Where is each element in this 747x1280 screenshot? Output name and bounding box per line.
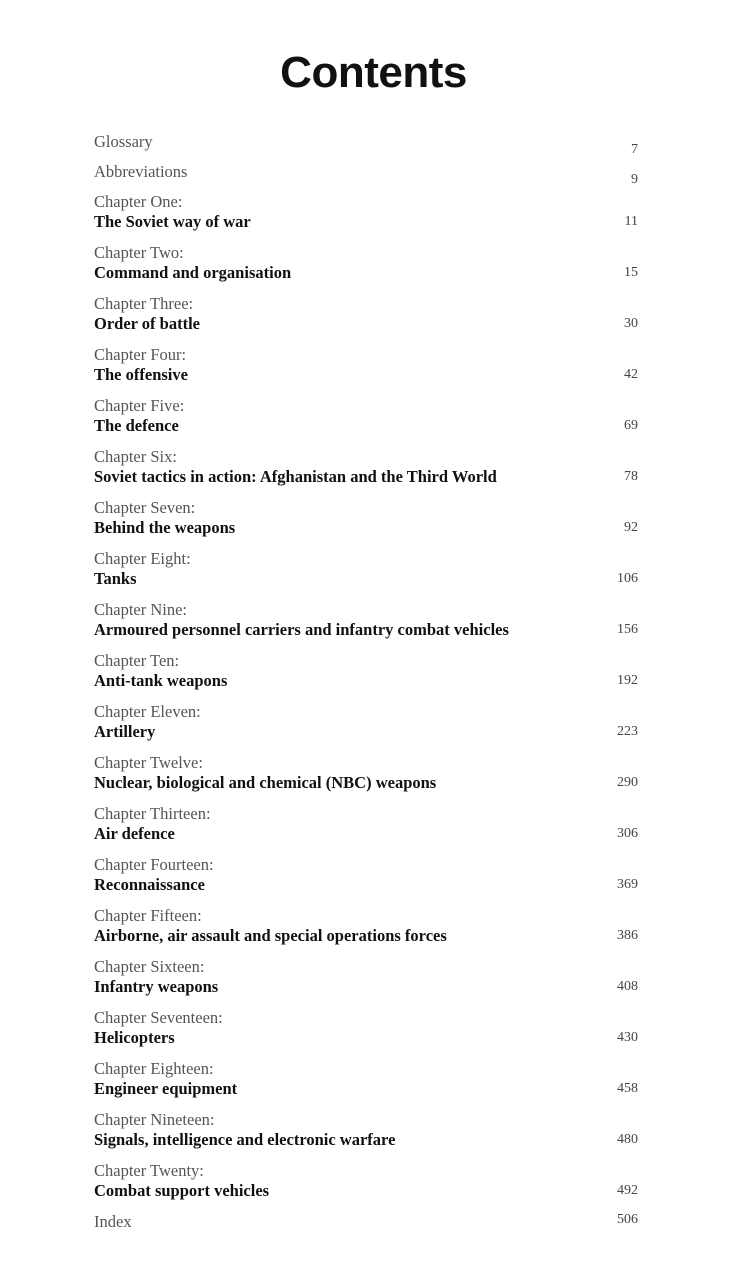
chapter-title: Armoured personnel carriers and infantry combat vehicles bbox=[94, 620, 509, 639]
toc-chapter-entry[interactable] bbox=[94, 1110, 644, 1161]
page-number: 408 bbox=[617, 979, 638, 994]
chapter-title: Combat support vehicles bbox=[94, 1181, 270, 1200]
chapter-number-label: Chapter Ten: bbox=[94, 651, 180, 670]
chapter-number-label: Chapter Five: bbox=[94, 396, 185, 415]
chapter-title: The Soviet way of war bbox=[94, 212, 251, 231]
chapter-number-label: Chapter Fourteen: bbox=[94, 855, 214, 874]
section-title: Abbreviations bbox=[94, 162, 188, 181]
page-number: 69 bbox=[624, 418, 638, 433]
chapter-number-label: Chapter Twelve: bbox=[94, 753, 203, 772]
section-title: Index bbox=[94, 1212, 132, 1231]
page-number: 7 bbox=[631, 142, 638, 157]
page-number: 192 bbox=[617, 673, 638, 688]
chapter-title: Nuclear, biological and chemical (NBC) weapons bbox=[94, 773, 437, 792]
page-number: 78 bbox=[624, 469, 638, 484]
page-number: 11 bbox=[624, 214, 638, 229]
page-number: 92 bbox=[624, 520, 638, 535]
chapter-number-label: Chapter Thirteen: bbox=[94, 804, 211, 823]
chapter-number-label: Chapter Seven: bbox=[94, 498, 196, 517]
toc-chapter-entry[interactable] bbox=[94, 396, 644, 447]
chapter-title: Soviet tactics in action: Afghanistan and the Third World bbox=[94, 467, 497, 486]
chapter-title: Behind the weapons bbox=[94, 518, 236, 537]
toc-chapter-entry[interactable] bbox=[94, 1161, 644, 1212]
chapter-title: Anti-tank weapons bbox=[94, 671, 228, 690]
toc-entry[interactable] bbox=[94, 162, 644, 192]
chapter-number-label: Chapter Eight: bbox=[94, 549, 191, 568]
chapter-number-label: Chapter Eighteen: bbox=[94, 1059, 214, 1078]
toc-chapter-entry[interactable] bbox=[94, 498, 644, 549]
toc-chapter-entry[interactable] bbox=[94, 243, 644, 294]
toc-chapter-entry[interactable] bbox=[94, 192, 644, 243]
page-number: 369 bbox=[617, 877, 638, 892]
toc-chapter-entry[interactable] bbox=[94, 1059, 644, 1110]
chapter-number-label: Chapter Twenty: bbox=[94, 1161, 204, 1180]
toc-chapter-entry[interactable] bbox=[94, 600, 644, 651]
toc-chapter-entry[interactable] bbox=[94, 753, 644, 804]
chapter-number-label: Chapter Four: bbox=[94, 345, 187, 364]
page-number: 430 bbox=[617, 1030, 638, 1045]
chapter-number-label: Chapter Nine: bbox=[94, 600, 188, 619]
toc-entry[interactable] bbox=[94, 1212, 644, 1242]
toc-chapter-entry[interactable] bbox=[94, 345, 644, 396]
chapter-title: Engineer equipment bbox=[94, 1079, 238, 1098]
chapter-title: Tanks bbox=[94, 569, 137, 588]
chapter-number-label: Chapter Six: bbox=[94, 447, 177, 466]
table-of-contents bbox=[94, 132, 644, 1242]
chapter-title: Command and organisation bbox=[94, 263, 292, 282]
toc-entry[interactable] bbox=[94, 132, 644, 162]
chapter-title: Artillery bbox=[94, 722, 156, 741]
page-title: Contents bbox=[280, 48, 467, 97]
chapter-title: The offensive bbox=[94, 365, 188, 384]
chapter-title: Airborne, air assault and special operations forces bbox=[94, 926, 447, 945]
chapter-number-label: Chapter Sixteen: bbox=[94, 957, 205, 976]
toc-chapter-entry[interactable] bbox=[94, 804, 644, 855]
chapter-title: The defence bbox=[94, 416, 179, 435]
toc-chapter-entry[interactable] bbox=[94, 957, 644, 1008]
page-number: 223 bbox=[617, 724, 638, 739]
page-number: 9 bbox=[631, 172, 638, 187]
page-number: 458 bbox=[617, 1081, 638, 1096]
chapter-number-label: Chapter Fifteen: bbox=[94, 906, 202, 925]
chapter-title: Infantry weapons bbox=[94, 977, 219, 996]
chapter-number-label: Chapter Nineteen: bbox=[94, 1110, 215, 1129]
page-number: 15 bbox=[624, 265, 638, 280]
page-number: 492 bbox=[617, 1183, 638, 1198]
chapter-number-label: Chapter Two: bbox=[94, 243, 184, 262]
chapter-title: Order of battle bbox=[94, 314, 201, 333]
section-title: Glossary bbox=[94, 132, 153, 151]
chapter-title: Air defence bbox=[94, 824, 175, 843]
page-number: 106 bbox=[617, 571, 638, 586]
page-number: 156 bbox=[617, 622, 638, 637]
toc-chapter-entry[interactable] bbox=[94, 1008, 644, 1059]
chapter-title: Signals, intelligence and electronic warfare bbox=[94, 1130, 396, 1149]
chapter-number-label: Chapter Three: bbox=[94, 294, 194, 313]
page-number: 480 bbox=[617, 1132, 638, 1147]
toc-chapter-entry[interactable] bbox=[94, 906, 644, 957]
toc-chapter-entry[interactable] bbox=[94, 855, 644, 906]
page-number: 386 bbox=[617, 928, 638, 943]
page-number: 306 bbox=[617, 826, 638, 841]
toc-chapter-entry[interactable] bbox=[94, 651, 644, 702]
chapter-title: Reconnaissance bbox=[94, 875, 205, 894]
chapter-title: Helicopters bbox=[94, 1028, 175, 1047]
page-number: 30 bbox=[624, 316, 638, 331]
toc-chapter-entry[interactable] bbox=[94, 702, 644, 753]
page-number: 290 bbox=[617, 775, 638, 790]
chapter-number-label: Chapter Seventeen: bbox=[94, 1008, 223, 1027]
toc-chapter-entry[interactable] bbox=[94, 294, 644, 345]
page-number: 42 bbox=[624, 367, 638, 382]
toc-chapter-entry[interactable] bbox=[94, 447, 644, 498]
chapter-number-label: Chapter Eleven: bbox=[94, 702, 201, 721]
chapter-number-label: Chapter One: bbox=[94, 192, 183, 211]
toc-chapter-entry[interactable] bbox=[94, 549, 644, 600]
page-number: 506 bbox=[617, 1212, 638, 1227]
